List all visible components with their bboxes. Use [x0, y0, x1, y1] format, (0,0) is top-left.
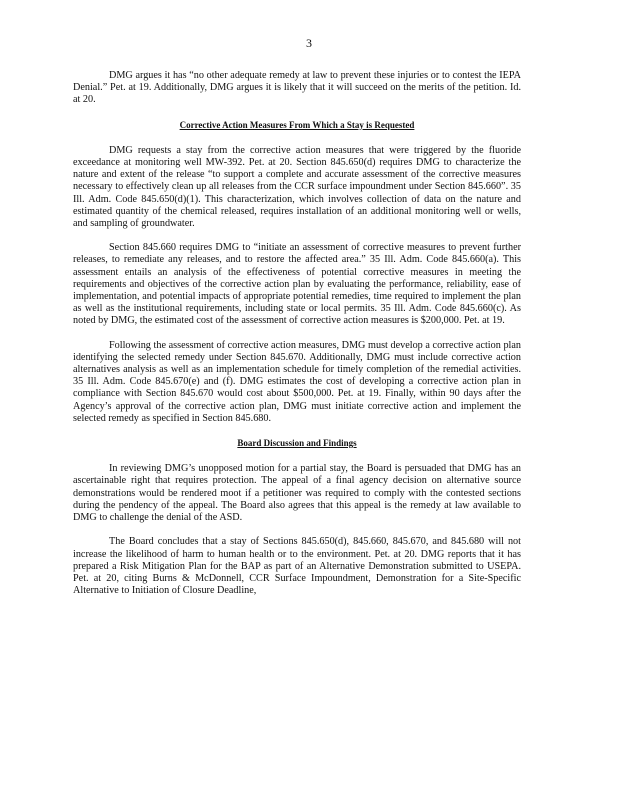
paragraph-dmg-argues: DMG argues it has “no other adequate remedy at law to prevent these injuries or to contest the IEPA Denial.” Pet. at 19. Additionally, DMG argues it is likely that it will succeed on the merits of the petition. Id. at 20. — [73, 70, 521, 106]
paragraph-board-review: In reviewing DMG’s unopposed motion for a partial stay, the Board is persuaded that DMG has an ascertainable right that requires protection. The appeal of a final agency decision on alternative source demonstrations would be rendered moot if a petitioner was required to comply with the contested sections during the pendency of the appeal. The Board also agrees that this appeal is the remedy at law available to DMG to challenge the denial of the ASD. — [73, 463, 521, 524]
document-body — [73, 70, 521, 609]
section-heading-board-discussion: Board Discussion and Findings — [237, 438, 357, 449]
paragraph-corrective-action-plan: Following the assessment of corrective action measures, DMG must develop a corrective action plan identifying the selected remedy under Section 845.670. Additionally, DMG must include corrective action alternatives analysis as well as an implementation schedule for timely completion of the remedial activities. 35 Ill. Adm. Code 845.670(e) and (f). DMG estimates the cost of developing a corrective action plan in compliance with Section 845.670 would cost about $500,000. Pet. at 19. Finally, within 90 days after the Agency’s approval of the corrective action plan, DMG must initiate corrective action and implement the selected remedy as specified in Section 845.680. — [73, 339, 521, 424]
section-heading-corrective-action: Corrective Action Measures From Which a Stay is Requested — [179, 119, 415, 130]
paragraph-stay-request: DMG requests a stay from the corrective action measures that were triggered by the fluoride exceedance at monitoring well MW-392. Pet. at 20. Section 845.650(d) requires DMG to characterize the nature and extent of the release “to support a complete and accurate assessment of the corrective measures necessary to effectively clean up all releases from the CCR surface impoundment under Section 845.660”. 35 Ill. Adm. Code 845.650(d)(1). This characterization, which involves collection of data on the nature and estimated quantity of the chemical released, requires installation of an additional monitoring well or wells, and sampling of groundwater. — [73, 144, 521, 230]
paragraph-board-concludes: The Board concludes that a stay of Sections 845.650(d), 845.660, 845.670, and 845.680 will not increase the likelihood of harm to human health or to the environment. Pet. at 20. DMG reports that it has prepared a Risk Mitigation Plan for the BAP as part of an Alternative Demonstration submitted to USEPA. Pet. at 20, citing Burns & McDonnell, CCR Surface Impoundment, Demonstration for a Site-Specific Alternative to Initiation of Closure Deadline, — [73, 536, 521, 597]
paragraph-section-845-660: Section 845.660 requires DMG to “initiate an assessment of corrective measures to prevent further releases, to remediate any releases, and to restore the affected area.” 35 Ill. Adm. Code 845.660(a). This assessment entails an analysis of the effectiveness of potential corrective measures in meeting the requirements and objectives of the corrective action plan by evaluating the performance, reliability, ease of implementation, and potential impacts of appropriate potential remedies, time required to implement the plan as well as the institutional requirements, including state or local permits. 35 Ill. Adm. Code 845.660(c). As noted by DMG, the estimated cost of the assessment of corrective action measures is $200,000. Pet. at 19. — [73, 242, 521, 327]
page-number: 3 — [306, 36, 312, 50]
